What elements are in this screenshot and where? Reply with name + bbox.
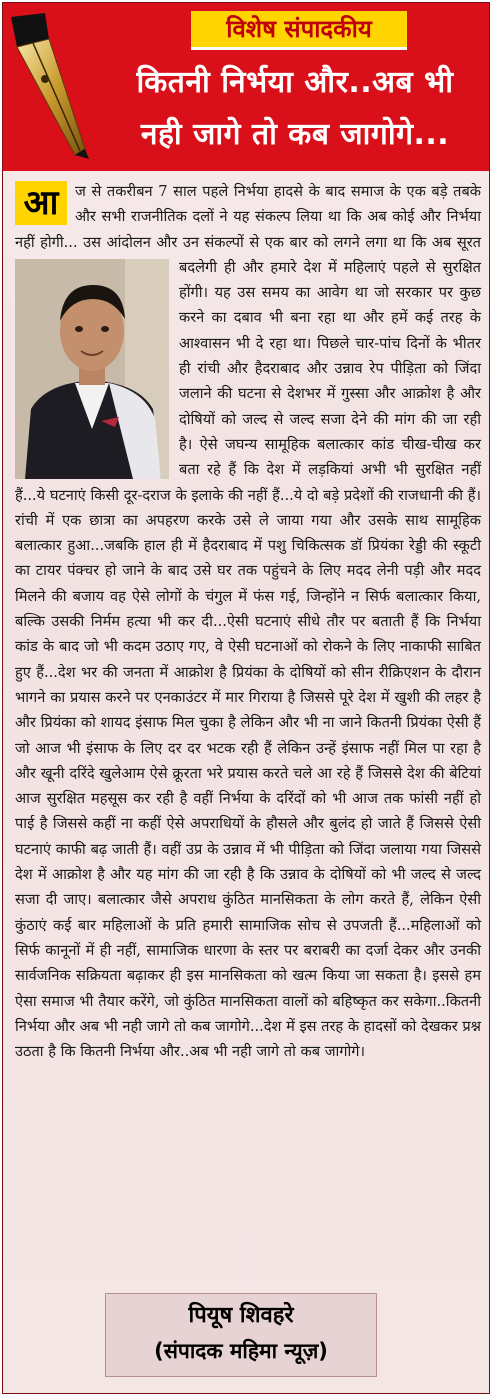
headline-line-2: नही जागे तो कब जागोगे... bbox=[140, 117, 450, 152]
section-kicker: विशेष संपादकीय bbox=[191, 11, 407, 50]
headline bbox=[103, 57, 487, 161]
editorial-page bbox=[2, 2, 490, 1394]
headline-line-1: कितनी निर्भया और..अब भी bbox=[136, 65, 454, 100]
article-body bbox=[15, 179, 481, 1064]
person-portrait-icon bbox=[15, 259, 169, 479]
author-signature-box bbox=[105, 1293, 377, 1377]
author-photo bbox=[15, 259, 169, 479]
author-name: पियूष शिवहरे bbox=[188, 1303, 294, 1328]
fountain-pen-icon bbox=[5, 9, 97, 161]
drop-cap: आ bbox=[15, 181, 67, 225]
article-paragraph-1: ज से तकरीबन 7 साल पहले निर्भया हादसे के बाद समाज के एक बड़े तबके और सभी राजनीतिक दलों ने यह संकल्प लिया था कि अब कोई और निर्भया नहीं होगी... उस आंदोलन और उन संकल्पों से एक बार को लगने लगा था कि अब सूरत बदलेगी ही और हमारे देश में महिलाएं पहले से bbox=[15, 183, 481, 276]
article-paragraph-2: सुरक्षित होंगी। यह उस समय का आवेग था जो सरकार पर कुछ करने का दबाव भी बना रहा था और हमें कई तरह के आश्वासन भी दे रहा था। पिछले चार-पांच दिनों के भीतर ही रांची और हैदराबाद और उन्नाव रेप पीड़िता को जिंदा जलाने की घटना से देशभर में गुस्सा और आक्रोश है और दोषियों को जल्द से जल्द सजा देने की मांग की जा रही है। ऐसे जघन्य सामूहिक बलात्कार कांड चीख-चीख कर बता रहे हैं कि देश में लड़कियां अभी भी सुरक्षित नहीं हैं...ये घटनाएं किसी दूर-दराज के इलाके की नहीं हैं...ये दो बड़े प्रदेशों की राजधानी की हैं। रांची में एक छात्रा का अपहरण करके उसे ले जाया गया और उसके साथ सामूहिक बलात्कार हुआ...जबकि हाल ही में हैदराबाद में पशु चिकित्सक डॉ प्रियंका रेड्डी की स्कूटी का टायर पंक्चर हो जाने के बाद उसे घर तक पहुंचने के लिए मदद लेनी पड़ी और मदद मिलने की बजाय वह ऐसे लोगों के चंगुल में फंस गई, जिन्होंने न सिर्फ बलात्कार किया, बल्कि उसकी निर्मम हत्या भी कर दी...ऐसी घटनाएं सीधे तौर पर बताती हैं कि निर्भया कांड के बाद जो भी कदम उठाए गए, वे ऐसी घटनाओं को रोकने के लिए नाकाफी साबित हुए हैं...देश भर की जनता में आक्रोश है प्रियंका के दोषियों को सीन रीक्रिएशन के दौरान भागने का प्रयास करने पर एनकाउंटर में मार गिराया है जिससे पूरे देश में खुशी की लहर है और प्रियंका को शायद इंसाफ मिल चुका है लेकिन और भी ना जाने कितनी प्रियंका ऐसी हैं जो आज भी इंसाफ के लिए दर दर भटक रही हैं लेकिन उन्हें इंसाफ नहीं मिल पा रहा है और खूनी दरिंदे खुलेआम ऐसे क्रूरता भरे प्रयास करते चले आ रहे हैं जिससे देश की बेटियां आज सुरक्षित महसूस कर रही है वहीं निर्भया के दरिंदों को भी आज तक फांसी नहीं हो पाई है जिससे कहीं ना कहीं ऐसे अपराधियों के हौसले और बुलंद हो जाते हैं जिससे ऐसी घटनाएं काफी बढ़ जाती हैं। वहीं उप्र के उन्नाव में भी पीड़िता को जिंदा जलाया गया जिससे देश में आक्रोश है और यह मांग की जा रही है कि उन्नाव के दोषियों को भी जल्द से जल्द सजा दी जाए। बलात्कार जैसे अपराध कुंठित मानसिकता के लोग करते हैं, लेकिन ऐसी कुंठाएं कई बार महिलाओं के प्रति हमारी सामाजिक सोच से उपजती हैं...महिलाओं को सिर्फ कानूनों में ही नहीं, सामाजिक धारणा के स्तर पर बराबरी का दर्जा देकर और उनकी सार्वजनिक सक्रियता बढ़ाकर ही इस मानसिकता को खत्म किया जा सकता है। इससे हम ऐसा समाज भी तैयार करेंगे, जो कुंठित मानसिकता वालों को बहिष्कृत कर सकेगा..कितनी निर्भया और अब भी नही जागे तो कब जागोगे...देश में इस तरह के हादसों को देखकर प्रश्न उठता है कि कितनी निर्भया और..अब भी नही जागे तो कब जागोगे। bbox=[15, 258, 482, 1061]
author-title: (संपादक महिमा न्यूज़) bbox=[154, 1339, 328, 1363]
editorial-header bbox=[3, 3, 489, 171]
